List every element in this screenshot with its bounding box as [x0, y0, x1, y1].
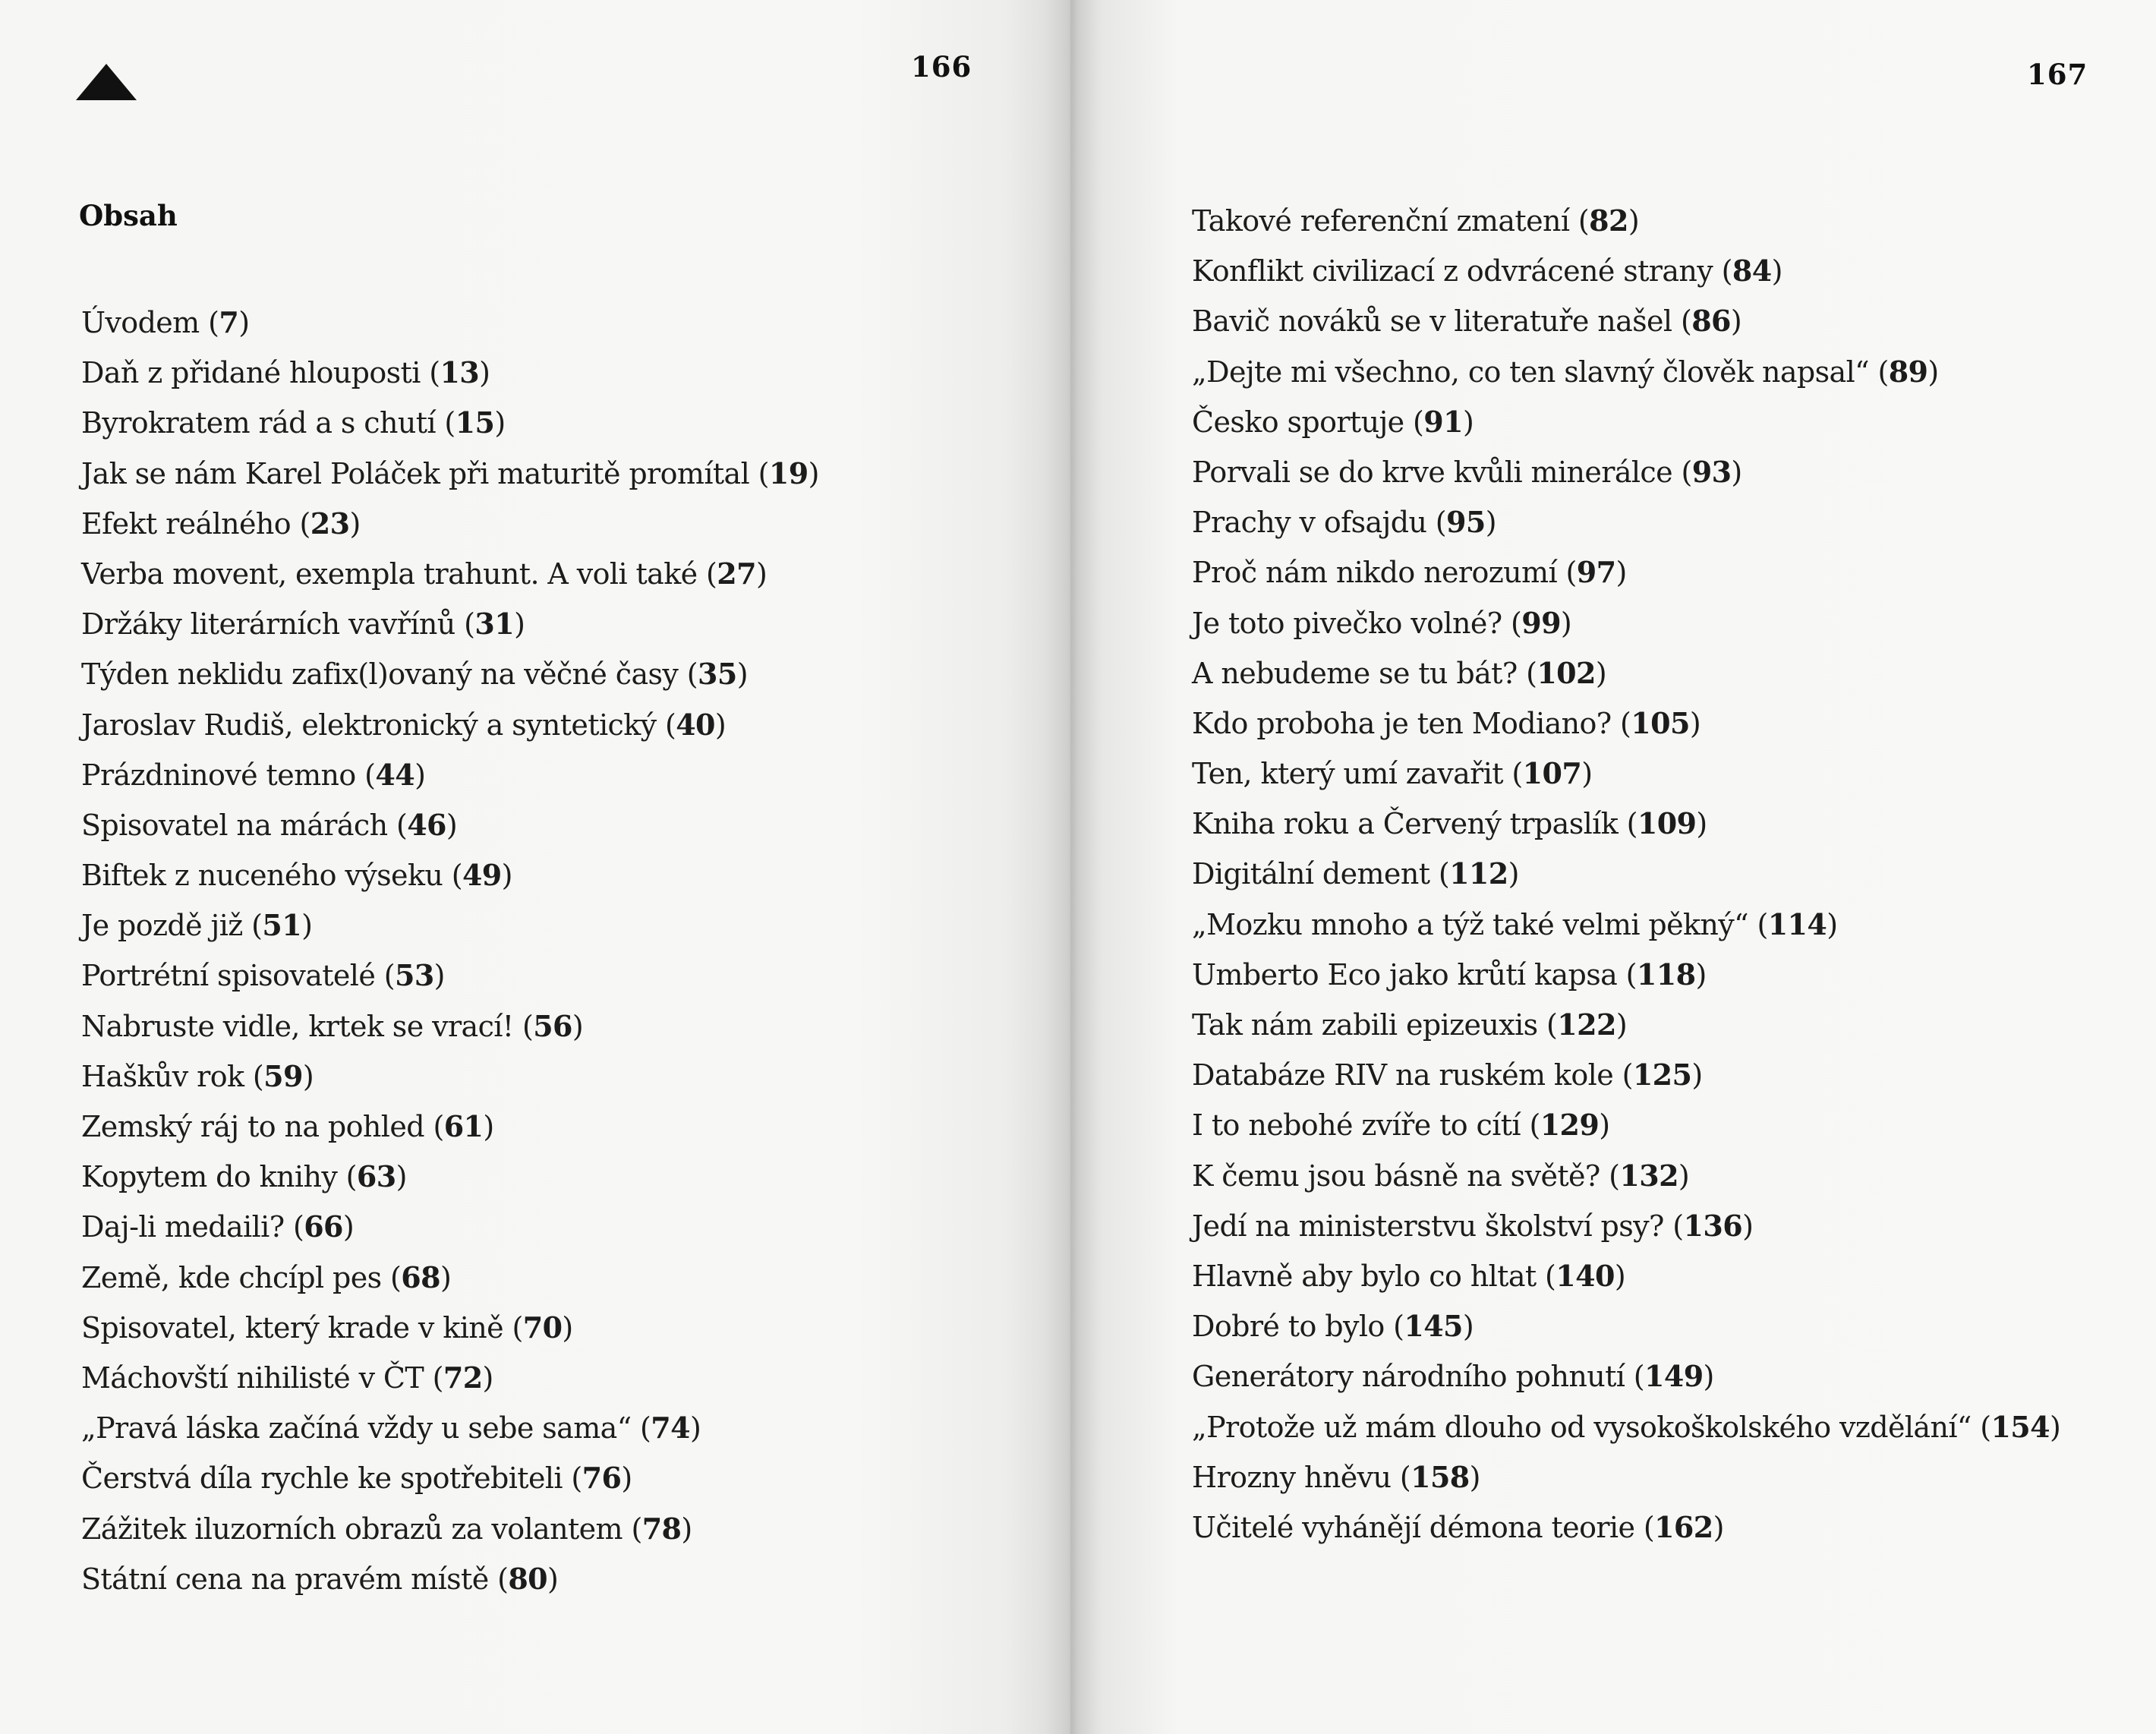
toc-entry-page: 76 — [582, 1461, 622, 1496]
toc-entry — [81, 549, 819, 599]
toc-entry-page: 13 — [440, 355, 480, 390]
toc-entry-title: Tak nám zabili epizeuxis — [1192, 1008, 1538, 1042]
toc-entry-page: 27 — [717, 556, 756, 591]
toc-entry-page: 82 — [1589, 203, 1628, 238]
toc-entry-paren-close: ) — [1628, 204, 1640, 238]
toc-entry-paren-close: ) — [514, 607, 525, 642]
toc-entry-paren-open: ( — [622, 1512, 642, 1546]
toc-entry-paren-close: ) — [1614, 1259, 1626, 1293]
toc-entry-paren-open: ( — [284, 1210, 304, 1244]
toc-entry-paren-close: ) — [1689, 706, 1701, 740]
toc-entry-paren-close: ) — [396, 1160, 407, 1194]
toc-entry-page: 46 — [407, 807, 446, 842]
toc-entry-page: 7 — [219, 305, 239, 339]
toc-entry — [1192, 1100, 2060, 1150]
toc-entry-page: 162 — [1654, 1509, 1713, 1544]
toc-entry — [81, 700, 819, 750]
toc-entry — [1192, 1351, 2060, 1401]
toc-entry-page: 61 — [443, 1109, 484, 1143]
toc-entry-paren-open: ( — [1634, 1510, 1655, 1544]
toc-entry-page: 105 — [1631, 705, 1690, 740]
toc-entry-title: Proč nám nikdo nerozumí — [1192, 556, 1558, 590]
toc-entry-page: 118 — [1636, 957, 1696, 992]
toc-entry — [81, 800, 819, 850]
toc-entry-paren-open: ( — [1672, 304, 1692, 339]
toc-entry — [1192, 598, 2060, 648]
toc-entry-paren-open: ( — [1613, 1058, 1633, 1092]
toc-entry-paren-close: ) — [501, 859, 512, 893]
page-number: 166 — [911, 50, 972, 84]
toc-entry-title: Jaroslav Rudiš, elektronický a syntetický — [81, 708, 657, 742]
toc-entry — [81, 1504, 819, 1554]
toc-entry — [1192, 799, 2060, 849]
toc-entry-paren-open: ( — [1611, 706, 1631, 740]
toc-entry-paren-close: ) — [2050, 1410, 2061, 1444]
toc-entry-title: Země, kde chcípl pes — [81, 1260, 382, 1294]
toc-entry-paren-close: ) — [1595, 656, 1607, 690]
toc-entry-paren-open: ( — [697, 556, 717, 591]
toc-entry — [1192, 698, 2060, 749]
toc-entry-paren-open: ( — [749, 456, 769, 490]
toc-entry-title: Daň z přidané hlouposti — [81, 356, 421, 390]
toc-entry-paren-close: ) — [440, 1260, 452, 1294]
toc-entry-page: 74 — [651, 1411, 690, 1446]
toc-entry — [81, 900, 819, 951]
toc-entry-paren-close: ) — [1508, 857, 1519, 891]
toc-entry-page: 59 — [263, 1058, 303, 1093]
toc-entry-paren-close: ) — [572, 1009, 584, 1043]
toc-entry-paren-open: ( — [424, 1110, 444, 1143]
toc-entry-title: Máchovští nihilisté v ČT — [81, 1360, 424, 1395]
toc-entry-page: 44 — [375, 757, 415, 792]
toc-entry-title: Zážitek iluzorních obrazů za volantem — [81, 1512, 623, 1546]
right-page — [1070, 0, 2156, 1734]
toc-entry-page: 140 — [1556, 1258, 1615, 1293]
toc-entry-title: „Dejte mi všechno, co ten slavný člověk napsal“ — [1192, 355, 1869, 389]
toc-entry — [81, 599, 819, 649]
toc-entry-title: Státní cena na pravém místě — [81, 1562, 489, 1596]
toc-entry — [81, 398, 819, 448]
toc-entry — [1192, 547, 2060, 597]
toc-entry-title: Držáky literárních vavřínů — [81, 607, 455, 642]
toc-entry-title: „Pravá láska začíná vždy u sebe sama“ — [81, 1411, 632, 1446]
toc-entry-paren-close: ) — [1731, 455, 1742, 489]
toc-list-right — [1192, 196, 2060, 1553]
toc-entry-paren-close: ) — [1691, 1058, 1703, 1092]
toc-entry-paren-open: ( — [420, 356, 440, 390]
toc-entry-paren-close: ) — [349, 506, 361, 541]
toc-entry-title: Úvodem — [81, 306, 200, 339]
toc-list-left — [81, 298, 819, 1604]
toc-entry-paren-open: ( — [562, 1461, 582, 1496]
toc-entry-paren-close: ) — [1581, 757, 1593, 791]
toc-entry-paren-close: ) — [238, 306, 250, 339]
toc-entry-page: 99 — [1521, 605, 1561, 640]
toc-entry-paren-close: ) — [808, 456, 819, 490]
toc-entry — [1192, 900, 2060, 950]
toc-entry-paren-close: ) — [1742, 1209, 1754, 1243]
toc-entry-title: Efekt reálného — [81, 506, 292, 541]
toc-entry — [1192, 1301, 2060, 1351]
toc-entry-page: 49 — [462, 858, 502, 893]
toc-entry-paren-open: ( — [337, 1160, 357, 1194]
toc-entry-paren-close: ) — [414, 758, 426, 792]
toc-entry-paren-open: ( — [503, 1310, 523, 1345]
toc-entry-paren-close: ) — [1703, 1360, 1714, 1394]
toc-entry-paren-close: ) — [342, 1210, 355, 1244]
toc-entry-paren-close: ) — [1560, 606, 1572, 640]
page-number: 167 — [2027, 58, 2088, 91]
toc-entry-paren-open: ( — [1663, 1209, 1684, 1243]
toc-entry-page: 40 — [676, 707, 715, 742]
toc-entry-page: 63 — [356, 1159, 396, 1194]
toc-entry-paren-close: ) — [1469, 1460, 1480, 1494]
toc-entry-paren-close: ) — [1771, 254, 1782, 288]
toc-entry-paren-open: ( — [1502, 757, 1523, 791]
toc-entry-paren-open: ( — [291, 506, 310, 541]
toc-entry — [81, 649, 819, 699]
toc-entry-title: Bavič nováků se v literatuře našel — [1192, 304, 1672, 339]
toc-entry-paren-open: ( — [1748, 907, 1768, 941]
toc-entry — [81, 1051, 819, 1102]
toc-entry — [1192, 950, 2060, 1000]
toc-entry-title: Verba movent, exempla trahunt. A voli také — [81, 556, 698, 591]
toc-entry — [81, 1453, 819, 1503]
toc-entry-page: 66 — [304, 1209, 343, 1244]
toc-entry-paren-open: ( — [488, 1562, 509, 1596]
toc-entry-paren-open: ( — [1426, 506, 1447, 540]
toc-entry-paren-open: ( — [1536, 1259, 1556, 1293]
toc-entry-paren-close: ) — [483, 1110, 494, 1143]
toc-entry-paren-open: ( — [1537, 1008, 1558, 1042]
toc-entry-paren-close: ) — [1462, 405, 1474, 439]
toc-entry-page: 68 — [401, 1260, 440, 1294]
toc-entry — [81, 1202, 819, 1252]
toc-entry-title: Prázdninové temno — [81, 758, 356, 792]
toc-entry-page: 129 — [1540, 1108, 1600, 1143]
toc-entry-page: 109 — [1637, 806, 1697, 841]
toc-entry-title: Daj-li medaili? — [81, 1210, 285, 1244]
toc-entry-title: Generátory národního pohnutí — [1192, 1360, 1625, 1394]
toc-entry — [81, 1001, 819, 1051]
toc-entry — [1192, 447, 2060, 497]
gutter-shadow — [1044, 0, 1097, 1734]
toc-entry — [81, 499, 819, 549]
toc-entry-paren-open: ( — [1600, 1159, 1620, 1193]
toc-entry-page: 132 — [1619, 1158, 1678, 1193]
toc-entry-paren-open: ( — [355, 758, 376, 792]
toc-entry — [1192, 749, 2060, 799]
toc-entry-paren-close: ) — [301, 909, 313, 943]
toc-entry-page: 72 — [443, 1360, 483, 1395]
toc-entry-title: Porvali se do krve kvůli minerálce — [1192, 455, 1673, 489]
toc-entry-paren-open: ( — [1404, 405, 1424, 439]
toc-entry — [1192, 849, 2060, 899]
toc-entry-paren-close: ) — [1678, 1159, 1690, 1193]
toc-entry-page: 19 — [768, 456, 808, 490]
toc-entry — [81, 348, 819, 398]
toc-entry — [81, 1554, 819, 1604]
toc-entry-page: 53 — [394, 958, 434, 993]
toc-entry-paren-open: ( — [375, 959, 395, 993]
left-page — [0, 0, 1070, 1734]
toc-entry-page: 122 — [1557, 1007, 1616, 1042]
toc-entry-paren-open: ( — [1569, 204, 1590, 238]
toc-entry-page: 91 — [1423, 404, 1463, 439]
toc-entry — [81, 449, 819, 499]
toc-entry-page: 84 — [1732, 254, 1772, 288]
toc-entry-title: Hlavně aby bylo co hltat — [1192, 1259, 1537, 1293]
toc-entry-paren-open: ( — [1868, 355, 1889, 389]
toc-entry-paren-open: ( — [1617, 957, 1637, 992]
toc-entry-paren-close: ) — [302, 1059, 314, 1093]
triangle-icon — [76, 64, 137, 100]
toc-entry — [1192, 397, 2060, 447]
toc-entry — [1192, 1402, 2060, 1452]
toc-entry-title: Dobré to bylo — [1192, 1310, 1385, 1344]
toc-entry-paren-open: ( — [1391, 1460, 1411, 1494]
toc-entry-title: Biftek z nuceného výseku — [81, 859, 443, 893]
toc-entry — [81, 1403, 819, 1453]
toc-entry-title: Byrokratem rád a s chutí — [81, 406, 436, 440]
toc-entry-paren-close: ) — [689, 1411, 701, 1446]
toc-entry-paren-open: ( — [1557, 556, 1577, 590]
toc-entry-page: 89 — [1888, 354, 1928, 389]
toc-entry-title: Jedí na ministerstvu školství psy? — [1192, 1209, 1664, 1243]
toc-entry — [81, 1353, 819, 1403]
toc-entry-paren-close: ) — [1730, 304, 1742, 339]
toc-entry — [1192, 648, 2060, 698]
toc-entry-paren-close: ) — [1485, 506, 1496, 540]
toc-entry-title: „Mozku mnoho a týž také velmi pěkný“ — [1192, 907, 1748, 941]
toc-entry-paren-close: ) — [621, 1461, 632, 1496]
toc-entry — [1192, 1000, 2060, 1050]
toc-entry-page: 154 — [1991, 1409, 2050, 1444]
toc-entry-page: 80 — [508, 1561, 547, 1596]
toc-entry-page: 51 — [262, 908, 302, 943]
contents-heading: Obsah — [79, 199, 178, 232]
toc-entry — [81, 1303, 819, 1353]
toc-entry-title: K čemu jsou básně na světě? — [1192, 1159, 1600, 1193]
toc-entry-title: Učitelé vyhánějí démona teorie — [1192, 1510, 1635, 1544]
toc-entry-title: Nabruste vidle, krtek se vrací! — [81, 1009, 514, 1043]
toc-entry-page: 136 — [1683, 1208, 1743, 1243]
toc-entry — [81, 850, 819, 900]
toc-entry-title: Ten, který umí zavařit — [1192, 757, 1503, 791]
toc-entry — [1192, 497, 2060, 547]
toc-entry-title: Digitální dement — [1192, 857, 1430, 891]
toc-entry — [1192, 196, 2060, 246]
toc-entry-paren-open: ( — [387, 808, 408, 842]
toc-entry-page: 125 — [1632, 1058, 1692, 1092]
toc-entry-paren-open: ( — [1625, 1360, 1645, 1394]
toc-entry-paren-open: ( — [199, 306, 219, 339]
toc-entry-title: Kdo proboha je ten Modiano? — [1192, 706, 1612, 740]
toc-entry-paren-open: ( — [242, 909, 263, 943]
toc-entry-paren-open: ( — [1521, 1108, 1540, 1143]
toc-entry — [1192, 1251, 2060, 1301]
toc-entry-title: Kopytem do knihy — [81, 1160, 338, 1194]
toc-entry-page: 35 — [698, 657, 737, 692]
toc-entry-paren-close: ) — [714, 708, 727, 742]
toc-entry-paren-close: ) — [1696, 807, 1707, 841]
toc-entry-paren-close: ) — [433, 959, 445, 993]
toc-entry — [1192, 246, 2060, 296]
toc-entry-paren-open: ( — [381, 1260, 402, 1294]
toc-entry-paren-close: ) — [1927, 355, 1939, 389]
toc-entry-page: 145 — [1404, 1309, 1463, 1344]
toc-entry-title: Portrétní spisovatelé — [81, 959, 376, 993]
toc-entry-title: Takové referenční zmatení — [1192, 204, 1570, 238]
toc-entry-page: 102 — [1537, 655, 1596, 690]
toc-entry-paren-close: ) — [681, 1512, 692, 1546]
toc-entry-paren-open: ( — [1502, 606, 1522, 640]
toc-entry-paren-open: ( — [244, 1059, 264, 1093]
toc-entry-paren-close: ) — [494, 406, 506, 440]
toc-entry-page: 158 — [1411, 1459, 1470, 1494]
toc-entry-paren-open: ( — [1971, 1410, 1991, 1444]
toc-entry-title: Zemský ráj to na pohled — [81, 1110, 424, 1143]
toc-entry-paren-open: ( — [1672, 455, 1692, 489]
toc-entry-title: Česko sportuje — [1192, 405, 1404, 439]
toc-entry-paren-open: ( — [1429, 857, 1450, 891]
toc-entry — [81, 298, 819, 348]
toc-entry — [81, 1253, 819, 1303]
toc-entry-title: Čerstvá díla rychle ke spotřebiteli — [81, 1461, 563, 1496]
toc-entry-title: Haškův rok — [81, 1059, 244, 1093]
toc-entry-title: A nebudeme se tu bát? — [1192, 656, 1518, 690]
toc-entry-paren-close: ) — [1462, 1310, 1474, 1344]
toc-entry-title: „Protože už mám dlouho od vysokoškolského vzdělání“ — [1192, 1410, 1972, 1444]
toc-entry-page: 112 — [1449, 856, 1508, 891]
toc-entry-page: 56 — [533, 1008, 572, 1043]
toc-entry — [81, 1102, 819, 1152]
toc-entry-page: 114 — [1767, 906, 1827, 941]
toc-entry-paren-open: ( — [1517, 656, 1537, 690]
toc-entry-title: Spisovatel na márách — [81, 808, 388, 842]
toc-entry-paren-open: ( — [443, 859, 462, 893]
toc-entry-paren-close: ) — [1827, 907, 1838, 941]
toc-entry-page: 107 — [1522, 756, 1582, 791]
toc-entry-paren-close: ) — [1713, 1510, 1724, 1544]
toc-entry-paren-close: ) — [1599, 1108, 1610, 1143]
toc-entry-title: Konflikt civilizací z odvrácené strany — [1192, 254, 1713, 288]
toc-entry — [1192, 347, 2060, 397]
toc-entry-paren-open: ( — [631, 1411, 651, 1446]
toc-entry-title: Prachy v ofsajdu — [1192, 506, 1427, 540]
toc-entry-page: 23 — [310, 506, 350, 541]
toc-entry — [1192, 296, 2060, 346]
toc-entry — [1192, 1502, 2060, 1553]
toc-entry-paren-close: ) — [736, 657, 748, 692]
toc-entry-paren-open: ( — [1384, 1310, 1404, 1344]
toc-entry-title: I to nebohé zvíře to cítí — [1192, 1108, 1521, 1143]
toc-entry-page: 78 — [641, 1511, 682, 1546]
toc-entry-title: Umberto Eco jako krůtí kapsa — [1192, 957, 1618, 992]
toc-entry — [81, 951, 819, 1001]
toc-entry-title: Je pozdě již — [81, 909, 243, 943]
toc-entry-paren-close: ) — [1615, 556, 1627, 590]
toc-entry — [1192, 1201, 2060, 1251]
toc-entry-paren-open: ( — [1713, 254, 1732, 288]
toc-entry — [81, 750, 819, 800]
toc-entry-page: 70 — [522, 1310, 563, 1345]
toc-entry-paren-open: ( — [1618, 807, 1637, 841]
toc-entry-paren-close: ) — [479, 356, 490, 390]
toc-entry-title: Kniha roku a Červený trpaslík — [1192, 807, 1619, 841]
toc-entry-paren-open: ( — [435, 406, 455, 440]
toc-entry-page: 93 — [1691, 454, 1732, 489]
toc-entry-paren-close: ) — [446, 808, 458, 842]
toc-entry-paren-open: ( — [455, 607, 475, 642]
toc-entry-page: 15 — [455, 405, 495, 440]
toc-entry-title: Databáze RIV na ruském kole — [1192, 1058, 1614, 1092]
toc-entry-title: Hrozny hněvu — [1192, 1460, 1392, 1494]
toc-entry-page: 97 — [1576, 555, 1616, 590]
toc-entry-page: 149 — [1644, 1359, 1704, 1394]
toc-entry — [1192, 1151, 2060, 1201]
toc-entry-page: 95 — [1446, 505, 1486, 540]
toc-entry-paren-close: ) — [562, 1310, 573, 1345]
toc-entry — [1192, 1050, 2060, 1100]
toc-entry-title: Je toto pivečko volné? — [1192, 606, 1502, 640]
toc-entry — [81, 1152, 819, 1202]
toc-entry-title: Spisovatel, který krade v kině — [81, 1310, 504, 1345]
toc-entry-paren-close: ) — [482, 1360, 493, 1395]
toc-entry-paren-close: ) — [755, 556, 768, 591]
toc-entry-paren-close: ) — [1695, 957, 1707, 992]
toc-entry-paren-close: ) — [1615, 1008, 1628, 1042]
toc-entry-title: Jak se nám Karel Poláček při maturitě promítal — [81, 456, 750, 490]
toc-entry-page: 86 — [1691, 304, 1731, 339]
toc-entry-page: 31 — [474, 607, 515, 642]
toc-entry — [1192, 1452, 2060, 1502]
toc-entry-paren-open: ( — [656, 708, 676, 742]
toc-entry-paren-open: ( — [513, 1009, 534, 1043]
toc-entry-paren-open: ( — [424, 1360, 443, 1395]
toc-entry-paren-close: ) — [547, 1562, 559, 1596]
toc-entry-title: Týden neklidu zafix(l)ovaný na věčné časy — [81, 657, 679, 692]
toc-entry-paren-open: ( — [678, 657, 698, 692]
